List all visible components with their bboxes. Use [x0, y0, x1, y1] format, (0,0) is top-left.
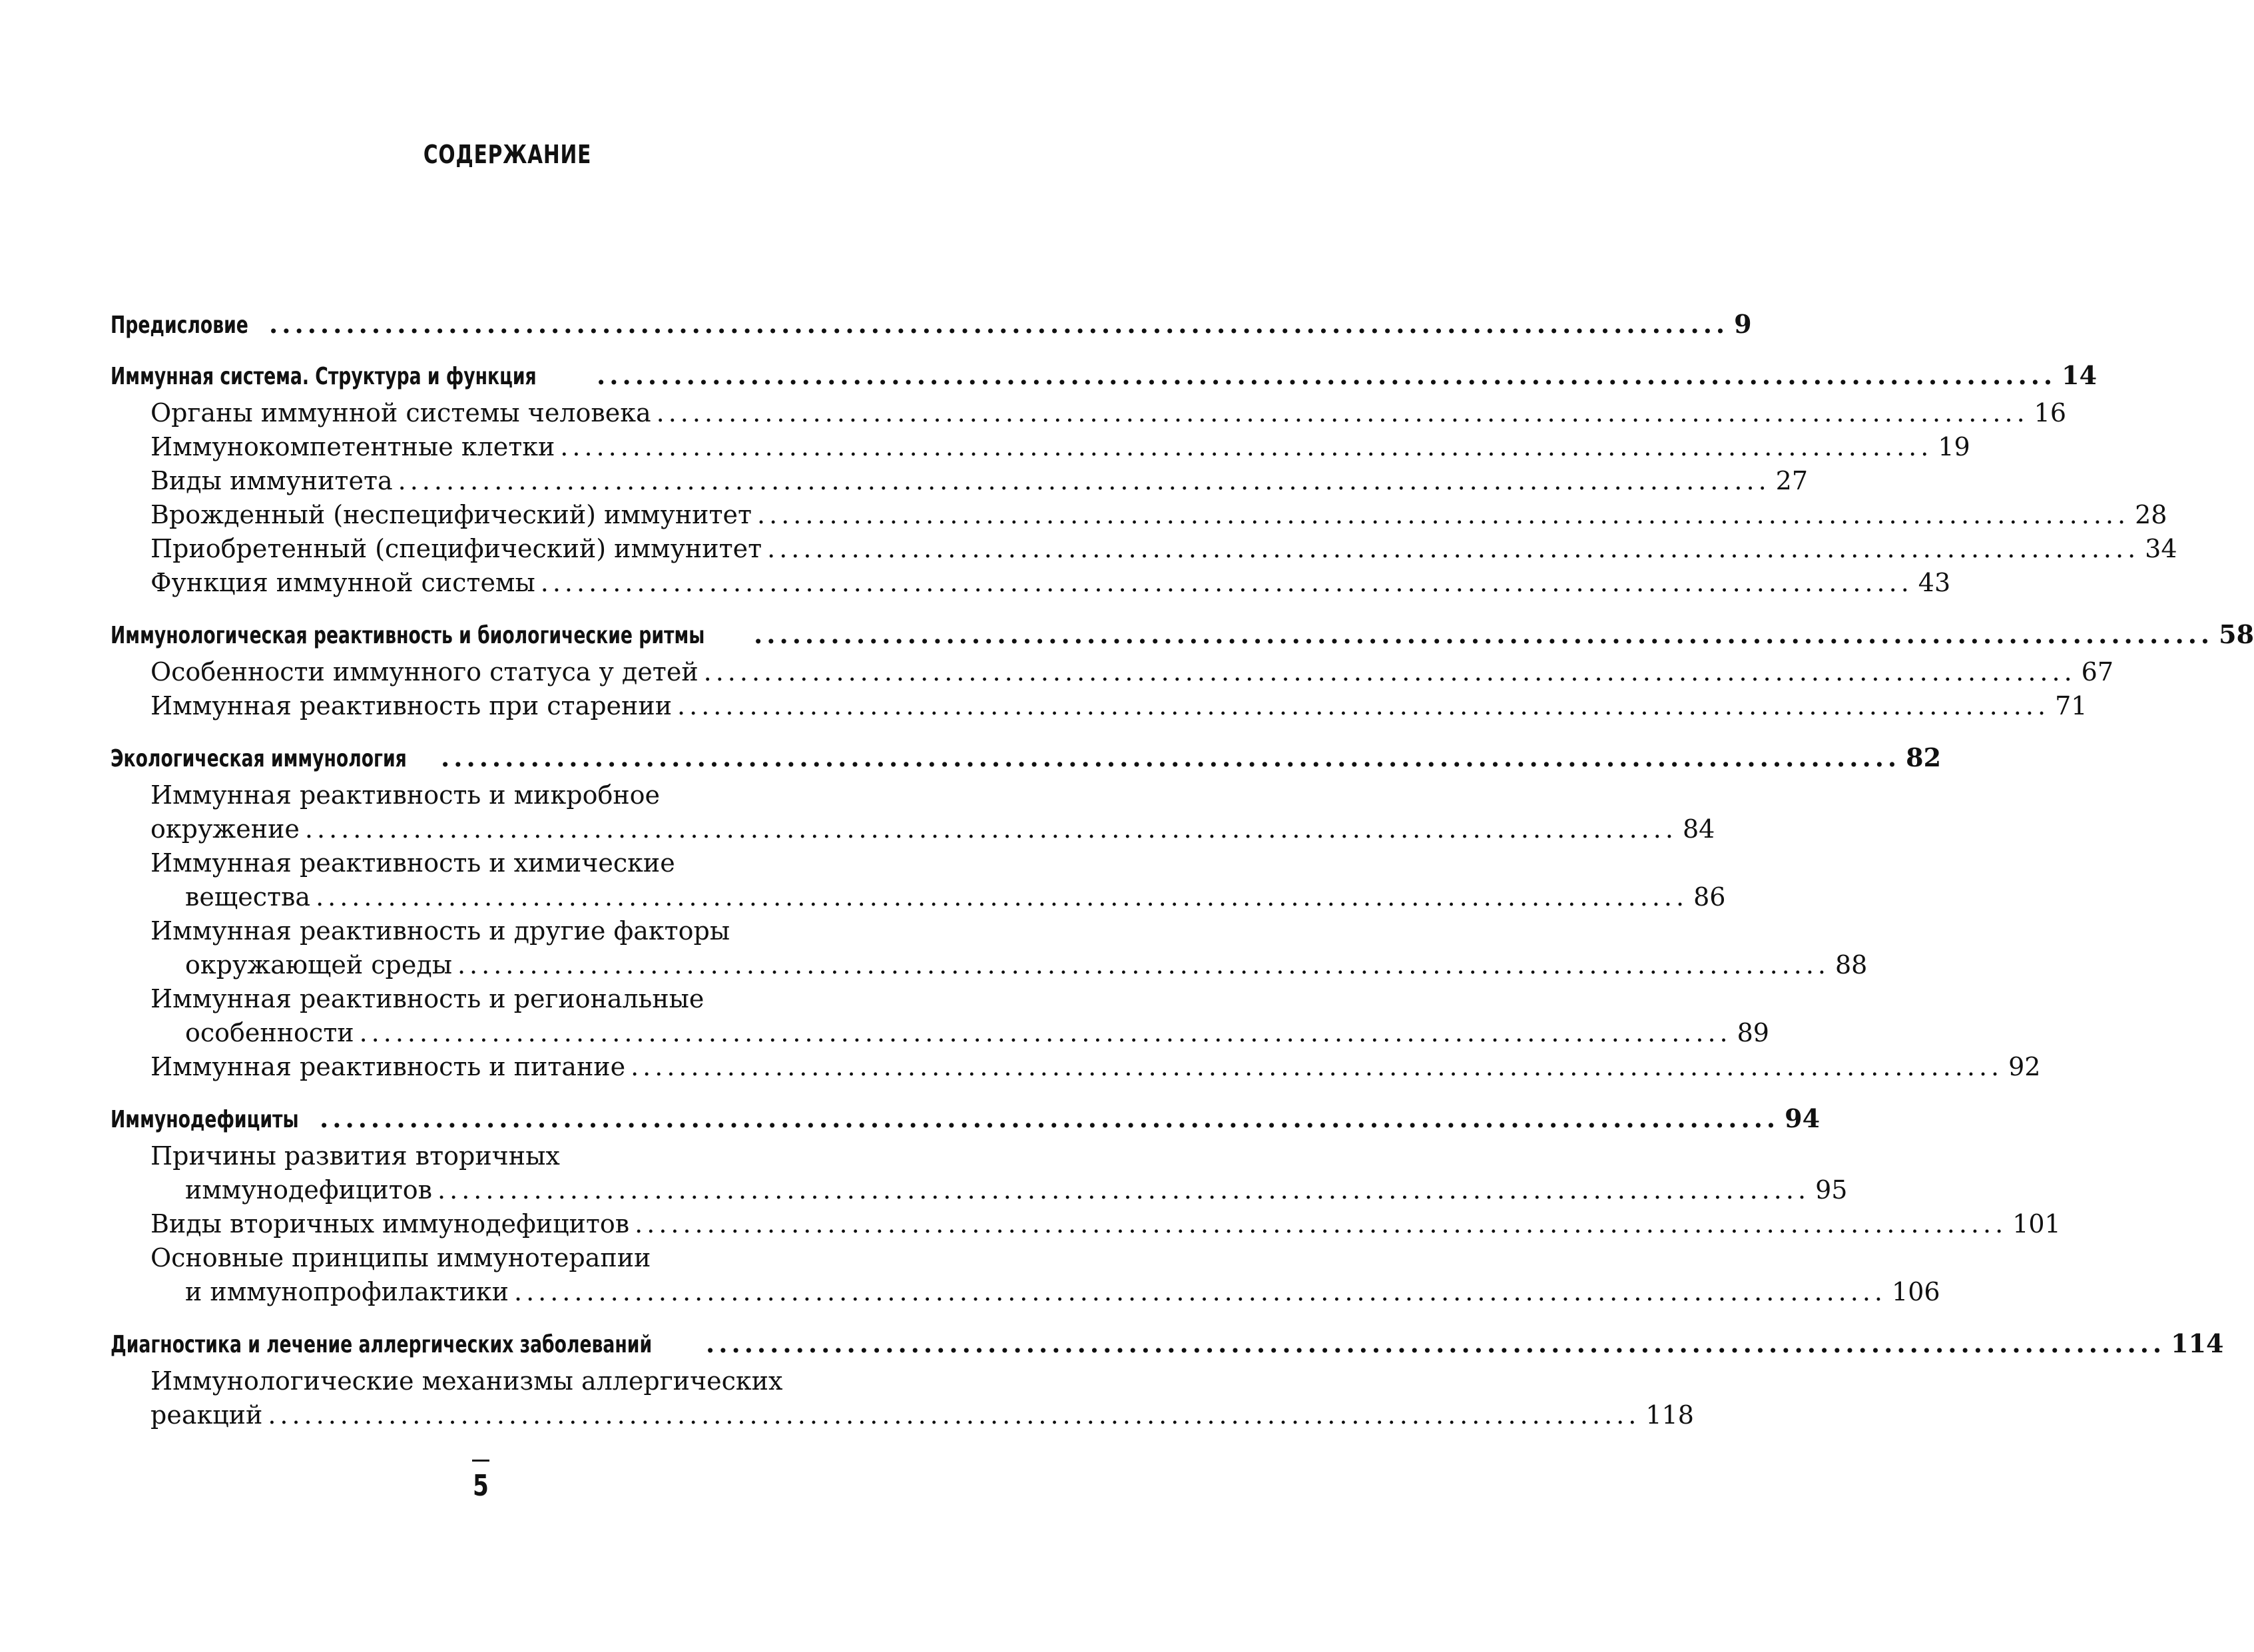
toc-leader-dots: .................................................................................................................. [316, 882, 1689, 912]
toc-entry-page: 84 [1682, 814, 1715, 844]
toc-entry-page: 94 [1785, 1103, 1821, 1133]
toc-entry-title: Органы иммунной системы человека [150, 398, 651, 427]
toc-entry-page: 86 [1693, 882, 1726, 912]
toc-entry-title: Врожденный (неспецифический) иммунитет [150, 500, 752, 529]
toc-leader-dots: .................................................................................................................. [359, 1018, 1732, 1047]
toc-entry-title-cont: реакций [150, 1400, 263, 1430]
toc-entry-page: 16 [2034, 398, 2067, 427]
toc-leader-dots: .................................................................................................................. [757, 500, 2130, 529]
toc-entry-preface[interactable] [111, 307, 1752, 341]
toc-entry-regional[interactable] [185, 1016, 1769, 1050]
toc-entry-title: Виды иммунитета [150, 466, 393, 495]
toc-entry-reactivity-rhythms[interactable] [111, 617, 2254, 651]
toc-entry-immune-system[interactable] [111, 358, 2098, 392]
toc-entry-page: 82 [1906, 742, 1942, 772]
toc-entry-page: 43 [1918, 568, 1951, 597]
page-number: 5 [473, 1469, 489, 1503]
toc-entry-immunity-types[interactable] [150, 464, 1809, 498]
toc-entry-title: Иммунодефициты [111, 1106, 299, 1133]
toc-leader-dots: .................................................................................................................. [703, 657, 2076, 687]
toc-leader-dots: .................................................................................................................. [597, 360, 2057, 390]
toc-entry-page: 88 [1835, 950, 1868, 979]
toc-entry-page: 106 [1892, 1277, 1940, 1306]
toc-entry-principles[interactable] [185, 1275, 1940, 1309]
toc-entry-page: 28 [2135, 500, 2167, 529]
toc-entry-mechanisms[interactable] [150, 1398, 1694, 1432]
toc-entry-page: 71 [2055, 691, 2088, 720]
toc-entry-page: 89 [1737, 1018, 1769, 1047]
toc-entry-diagnostics[interactable] [111, 1326, 2224, 1360]
toc-entry-microbial-title[interactable]: Иммунная реактивность и микробное [150, 780, 661, 810]
toc-leader-dots: .................................................................................................................. [706, 1328, 2166, 1358]
toc-entry-microbial[interactable] [150, 812, 1715, 846]
toc-leader-dots: .................................................................................................................. [513, 1277, 1887, 1306]
toc-entry-title: Функция иммунной системы [150, 568, 535, 597]
toc-leader-dots: .................................................................................................................. [540, 568, 1913, 597]
toc-entry-title: Предисловие [111, 312, 248, 339]
toc-entry-environment[interactable] [185, 948, 1868, 982]
toc-leader-dots: .................................................................................................................. [767, 534, 2140, 563]
toc-entry-function[interactable] [150, 566, 1951, 600]
toc-leader-dots: .................................................................................................................. [437, 1175, 1811, 1205]
toc-entry-page: 27 [1775, 466, 1809, 495]
toc-entry-page: 19 [1938, 432, 1970, 461]
page-number-dash [472, 1460, 489, 1462]
toc-entry-title: Иммунологическая реактивность и биологические ритмы [111, 622, 705, 649]
toc-entry-page: 67 [2081, 657, 2114, 687]
toc-entry-title-cont: иммунодефицитов [185, 1175, 433, 1205]
toc-entry-cells[interactable] [150, 430, 1970, 464]
toc-entry-page: 34 [2145, 534, 2177, 563]
toc-entry-aging[interactable] [150, 689, 2088, 723]
toc-entry-immunodeficiency[interactable] [111, 1101, 1821, 1135]
toc-leader-dots: .................................................................................................................. [304, 814, 1677, 844]
toc-entry-regional-title[interactable]: Иммунная реактивность и региональные [150, 984, 704, 1013]
toc-leader-dots: .................................................................................................................. [320, 1103, 1780, 1133]
toc-entry-title-cont: окружение [150, 814, 300, 844]
toc-entry-secondary-types[interactable] [150, 1207, 2061, 1241]
toc-leader-dots: .................................................................................................................. [268, 1400, 1641, 1430]
toc-leader-dots: .................................................................................................................. [398, 466, 1771, 495]
toc-entry-page: 101 [2012, 1209, 2061, 1239]
toc-entry-title-cont: вещества [185, 882, 311, 912]
toc-entry-title: Иммунная система. Структура и функция [111, 363, 537, 390]
toc-entry-title: Экологическая иммунология [111, 745, 407, 772]
toc-entry-title: Иммунокомпетентные клетки [150, 432, 555, 461]
toc-leader-dots: .................................................................................................................. [560, 432, 1933, 461]
toc-entry-page: 118 [1645, 1400, 1694, 1430]
page-title: СОДЕРЖАНИЕ [423, 140, 592, 169]
toc-entry-title: Приобретенный (специфический) иммунитет [150, 534, 762, 563]
toc-entry-title: Диагностика и лечение аллергических заболеваний [111, 1331, 653, 1358]
toc-entry-title: Иммунная реактивность и питание [150, 1052, 626, 1081]
toc-entry-title: Особенности иммунного статуса у детей [150, 657, 699, 687]
toc-leader-dots: .................................................................................................................. [441, 742, 1901, 772]
toc-entry-acquired[interactable] [150, 532, 2177, 566]
toc-entry-causes-title[interactable]: Причины развития вторичных [150, 1141, 560, 1171]
toc-entry-page: 95 [1815, 1175, 1848, 1205]
toc-entry-page: 9 [1734, 309, 1752, 339]
toc-leader-dots: .................................................................................................................. [635, 1209, 2008, 1239]
toc-leader-dots: .................................................................................................................. [269, 309, 1729, 339]
toc-leader-dots: .................................................................................................................. [754, 619, 2214, 649]
toc-entry-causes[interactable] [185, 1173, 1848, 1207]
toc-entry-children[interactable] [150, 655, 2114, 689]
toc-entry-title-cont: и иммунопрофилактики [185, 1277, 509, 1306]
toc-entry-innate[interactable] [150, 498, 2167, 532]
toc-leader-dots: .................................................................................................................. [631, 1052, 2004, 1081]
toc-entry-title: Виды вторичных иммунодефицитов [150, 1209, 630, 1239]
toc-entry-title: Иммунная реактивность при старении [150, 691, 673, 720]
toc-entry-title-cont: окружающей среды [185, 950, 452, 979]
toc-entry-title-cont: особенности [185, 1018, 354, 1047]
toc-leader-dots: .................................................................................................................. [457, 950, 1830, 979]
toc-entry-page: 14 [2062, 360, 2098, 390]
toc-leader-dots: .................................................................................................................. [656, 398, 2029, 427]
toc-entry-chemical-title[interactable]: Иммунная реактивность и химические [150, 848, 675, 878]
toc-entry-nutrition[interactable] [150, 1050, 2041, 1084]
toc-entry-ecological[interactable] [111, 740, 1942, 774]
toc-entry-page: 58 [2219, 619, 2254, 649]
toc-entry-page: 114 [2171, 1328, 2224, 1358]
toc-entry-environment-title[interactable]: Иммунная реактивность и другие факторы [150, 916, 730, 946]
toc-entry-chemical[interactable] [185, 880, 1726, 914]
toc-entry-mechanisms-title[interactable]: Иммунологические механизмы аллергических [150, 1366, 783, 1396]
toc-entry-principles-title[interactable]: Основные принципы иммунотерапии [150, 1243, 651, 1272]
toc-entry-organs[interactable] [150, 396, 2067, 430]
toc-leader-dots: .................................................................................................................. [677, 691, 2050, 720]
toc-entry-page: 92 [2008, 1052, 2041, 1081]
